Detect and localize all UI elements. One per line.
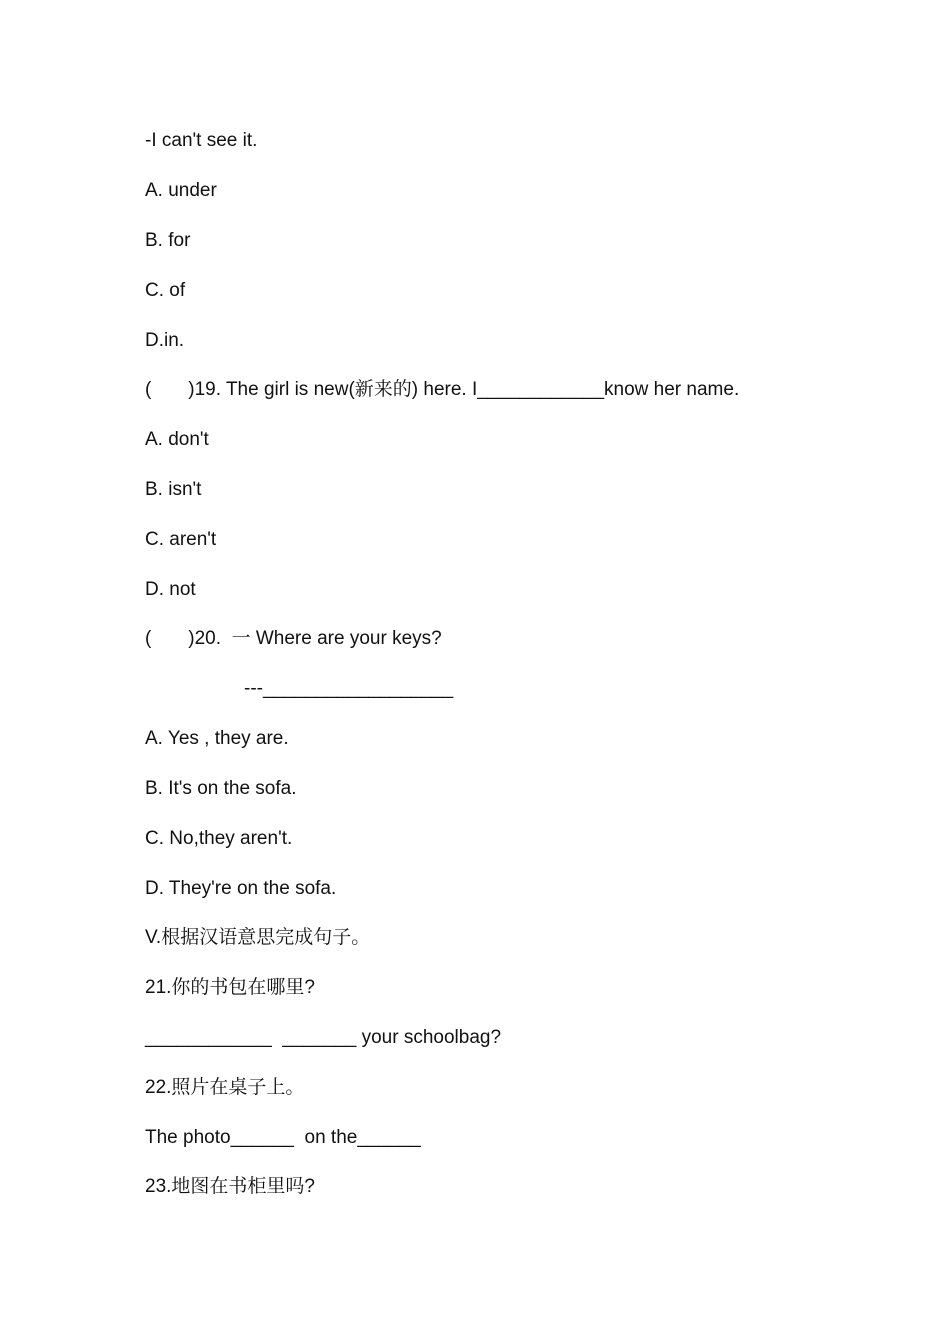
question-21: 21.你的书包在哪里? [145, 977, 315, 998]
option-b: B. for [145, 230, 191, 251]
option-d: D. They're on the sofa. [145, 878, 337, 899]
question-20: ( )20. 一 Where are your keys? [145, 628, 442, 649]
option-d: D.in. [145, 330, 185, 351]
answer-blank: ____________ _______ your schoolbag? [145, 1027, 502, 1048]
answer-blank: ---__________________ [244, 678, 454, 699]
section-heading: V.根据汉语意思完成句子。 [145, 927, 371, 948]
answer-line: -I can't see it. [145, 130, 258, 151]
option-a: A. Yes , they are. [145, 728, 289, 749]
answer-blank: The photo______ on the______ [145, 1127, 421, 1148]
question-19: ( )19. The girl is new(新来的) here. I____________know her name. [145, 379, 740, 400]
question-22: 22.照片在桌子上。 [145, 1077, 305, 1098]
option-a: A. under [145, 180, 217, 201]
option-c: C. No,they aren't. [145, 828, 293, 849]
option-d: D. not [145, 579, 196, 600]
question-23: 23.地图在书柜里吗? [145, 1176, 315, 1197]
option-c: C. of [145, 280, 186, 301]
option-b: B. isn't [145, 479, 202, 500]
option-b: B. It's on the sofa. [145, 778, 297, 799]
option-a: A. don't [145, 429, 209, 450]
option-c: C. aren't [145, 529, 217, 550]
